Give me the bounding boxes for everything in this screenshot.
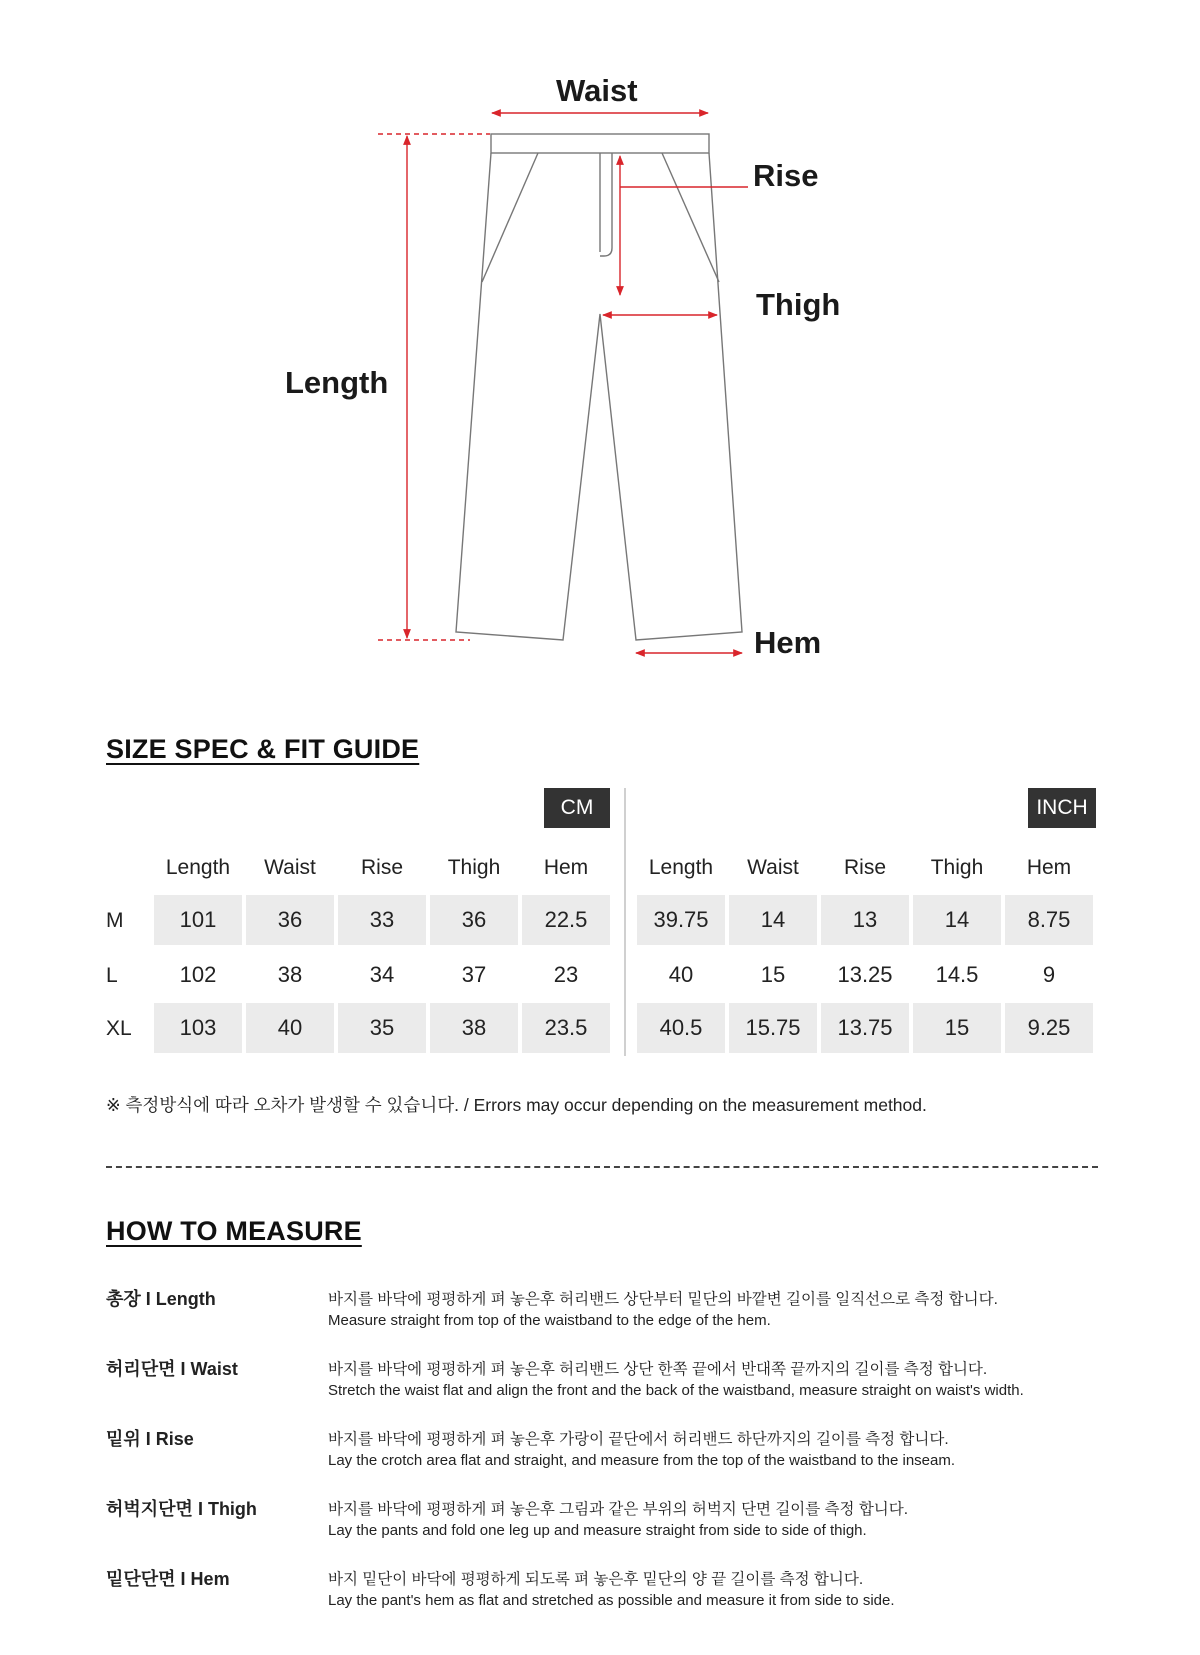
measure-ko-rise: 바지를 바닥에 평평하게 펴 놓은후 가랑이 끝단에서 허리밴드 하단까지의 길이를 측정 합니다. <box>328 1431 949 1448</box>
measure-en-waist: Stretch the waist flat and align the front and the back of the waistband, measure straight on waist's width. <box>328 1382 1024 1399</box>
table-cell: 36 <box>246 895 334 945</box>
table-cell: 9 <box>1042 962 1056 987</box>
table-cell: 40.5 <box>637 1003 725 1053</box>
measure-en-length: Measure straight from top of the waistband to the edge of the hem. <box>328 1312 771 1329</box>
table-cell: 101 <box>154 895 242 945</box>
inch-col-thigh: Thigh <box>930 856 984 879</box>
measure-label-length: 총장 I Length <box>106 1289 216 1309</box>
measure-en-thigh: Lay the pants and fold one leg up and measure straight from side to side of thigh. <box>328 1522 867 1539</box>
measure-label-thigh: 허벅지단면 I Thigh <box>106 1499 257 1519</box>
measure-ko-thigh: 바지를 바닥에 평평하게 펴 놓은후 그림과 같은 부위의 허벅지 단면 길이를 측정 합니다. <box>328 1501 909 1518</box>
size-spec-title: SIZE SPEC & FIT GUIDE <box>106 734 420 764</box>
inch-col-rise: Rise <box>843 856 886 879</box>
inch-col-length: Length <box>648 856 714 879</box>
table-cell: 40 <box>246 1003 334 1053</box>
measure-label-rise: 밑위 I Rise <box>106 1429 194 1449</box>
size-label-m: M <box>106 909 124 932</box>
unit-divider <box>624 788 626 1056</box>
table-cell: 103 <box>154 1003 242 1053</box>
measure-ko-hem: 바지 밑단이 바닥에 평평하게 되도록 펴 놓은후 밑단의 양 끝 길이를 측정 합니다. <box>328 1571 864 1588</box>
cm-col-hem: Hem <box>543 856 589 879</box>
table-cell: 33 <box>338 895 426 945</box>
measure-en-hem: Lay the pant's hem as flat and stretched as possible and measure it from side to side. <box>328 1592 895 1609</box>
table-cell: 14 <box>729 895 817 945</box>
size-label-xl: XL <box>106 1017 132 1040</box>
table-cell: 14.5 <box>935 962 979 987</box>
cm-badge: CM <box>544 788 610 828</box>
table-cell: 9.25 <box>1005 1003 1093 1053</box>
section-divider <box>106 1166 1098 1168</box>
measure-ko-length: 바지를 바닥에 평평하게 펴 놓은후 허리밴드 상단부터 밑단의 바깥변 길이를 일직선으로 측정 합니다. <box>328 1291 998 1308</box>
table-cell: 13 <box>821 895 909 945</box>
how-to-measure-title: HOW TO MEASURE <box>106 1216 362 1246</box>
inch-col-waist: Waist <box>747 856 799 879</box>
table-cell: 40 <box>668 962 694 987</box>
rise-label: Rise <box>753 158 819 193</box>
table-cell: 13.25 <box>837 962 893 987</box>
table-cell: 23 <box>553 962 579 987</box>
inch-badge: INCH <box>1028 788 1096 828</box>
table-cell: 15 <box>913 1003 1001 1053</box>
measure-en-rise: Lay the crotch area flat and straight, and measure from the top of the waistband to the inseam. <box>328 1452 956 1469</box>
pants-outline <box>456 134 742 640</box>
table-cell: 22.5 <box>522 895 610 945</box>
table-cell: 38 <box>277 962 303 987</box>
table-cell: 34 <box>369 962 395 987</box>
measure-label-waist: 허리단면 I Waist <box>106 1359 238 1379</box>
size-label-l: L <box>106 964 118 987</box>
measure-ko-waist: 바지를 바닥에 평평하게 펴 놓은후 허리밴드 상단 한쪽 끝에서 반대쪽 끝까지의 길이를 측정 합니다. <box>328 1361 988 1378</box>
measurement-note: ※ 측정방식에 따라 오차가 발생할 수 있습니다. / Errors may occur depending on the measurement method. <box>106 1095 927 1115</box>
table-cell: 37 <box>461 962 487 987</box>
cm-col-rise: Rise <box>360 856 403 879</box>
table-cell: 14 <box>913 895 1001 945</box>
table-cell: 8.75 <box>1005 895 1093 945</box>
table-cell: 36 <box>430 895 518 945</box>
hem-label: Hem <box>754 625 822 660</box>
waist-label: Waist <box>556 73 638 108</box>
inch-col-hem: Hem <box>1026 856 1072 879</box>
thigh-label: Thigh <box>756 287 841 322</box>
cm-col-waist: Waist <box>264 856 316 879</box>
cm-col-thigh: Thigh <box>447 856 501 879</box>
table-cell: 38 <box>430 1003 518 1053</box>
table-cell: 13.75 <box>821 1003 909 1053</box>
table-cell: 102 <box>179 962 217 987</box>
table-cell: 15 <box>760 962 786 987</box>
table-cell: 35 <box>338 1003 426 1053</box>
cm-col-length: Length <box>165 856 231 879</box>
pants-diagram <box>0 0 1200 680</box>
table-cell: 23.5 <box>522 1003 610 1053</box>
table-cell: 15.75 <box>729 1003 817 1053</box>
table-cell: 39.75 <box>637 895 725 945</box>
length-label: Length <box>285 365 389 400</box>
measure-label-hem: 밑단단면 I Hem <box>106 1569 230 1589</box>
